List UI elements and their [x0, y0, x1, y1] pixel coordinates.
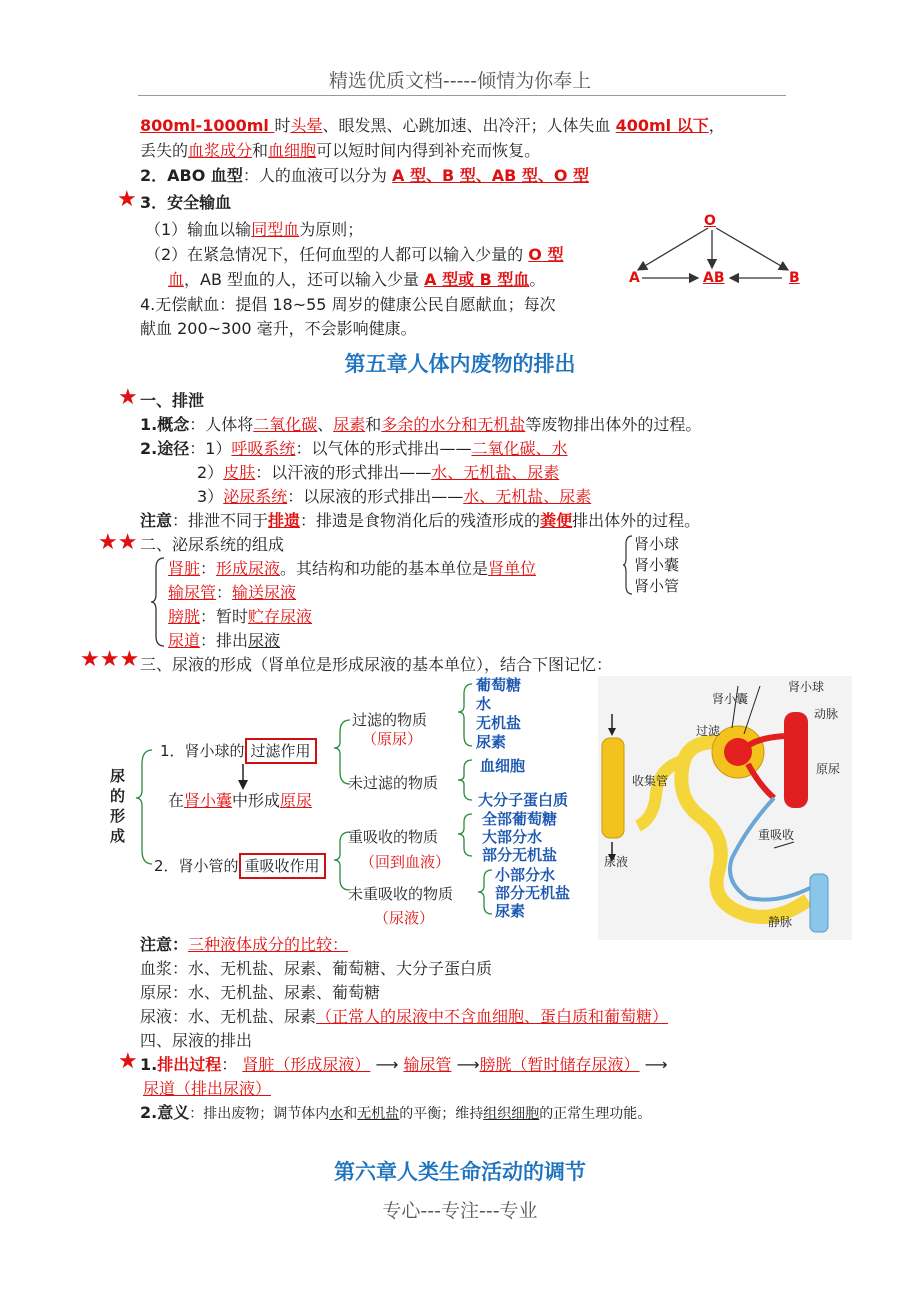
- fig-label-vein: 静脉: [768, 915, 793, 929]
- comparison-title: 注意：三种液体成分的比较：: [140, 935, 349, 954]
- step1: 1．肾小球的 过滤作用: [160, 740, 317, 761]
- process-line: 1.排出过程： 肾脏（形成尿液） ⟶ 输尿管 ⟶膀胱（暂时储存尿液） ⟶: [140, 1055, 668, 1074]
- fig-label-filter: 过滤: [696, 724, 721, 738]
- not-filtered-item-1: 血细胞: [480, 757, 526, 775]
- abo-line: 2．ABO 血型：人的血液可以分为 A 型、B 型、AB 型、O 型: [140, 166, 590, 185]
- meaning-line: 2.意义：排出废物；调节体内水和无机盐的平衡；维持组织细胞的正常生理功能。: [140, 1103, 652, 1122]
- star-icon: ★★: [98, 530, 138, 555]
- route-1: 2.途径：1）呼吸系统：以气体的形式排出——二氧化碳、水: [140, 439, 568, 458]
- note-line: 注意：排泄不同于排遗：排遗是食物消化后的残渣形成的粪便排出体外的过程。: [140, 511, 701, 530]
- reabsorbed-label: 重吸收的物质: [348, 828, 439, 846]
- fig-label-artery: 动脉: [814, 707, 839, 721]
- urine-discharge-heading: 四、尿液的排出: [140, 1031, 253, 1050]
- star-icon: ★★★: [80, 647, 140, 672]
- safe-transfusion-title: 3．安全输血: [140, 193, 232, 212]
- safe-2b: 血，AB 型血的人，还可以输入少量 A 型或 B 型血。: [168, 270, 546, 289]
- fig-label-urine: 尿液: [604, 855, 629, 869]
- capsule-line: 在肾小囊中形成原尿: [168, 791, 313, 810]
- urine-line: 尿液：水、无机盐、尿素（正常人的尿液中不含血细胞、蛋白质和葡萄糖）: [140, 1007, 669, 1026]
- filtered-label: 过滤的物质: [352, 711, 428, 729]
- blood-line-2: 丢失的血浆成分和血细胞可以短时间内得到补充而恢复。: [140, 141, 541, 160]
- blood-line-1: 800ml-1000ml 时头晕、眼发黑、心跳加速、出冷汗；人体失血 400ml 以下，: [140, 116, 725, 135]
- nephron-brace-icon: [622, 534, 634, 596]
- reabsorbed-list: 全部葡萄糖 大部分水 部分无机盐: [482, 810, 558, 864]
- ureter-line: 输尿管：输送尿液: [168, 583, 297, 602]
- fig-label-glomerulus: 肾小球: [788, 680, 825, 694]
- not-reabsorbed-label: 未重吸收的物质: [348, 885, 454, 903]
- concept-line: 1.概念：人体将二氧化碳、尿素和多余的水分和无机盐等废物排出体外的过程。: [140, 415, 702, 434]
- kidney-line: 肾脏：形成尿液。其结构和功能的基本单位是肾单位: [168, 559, 537, 578]
- not-reabsorbed-list: 小部分水 部分无机盐 尿素: [495, 866, 571, 920]
- not-filtered-label: 未过滤的物质: [348, 774, 439, 792]
- star-icon: ★: [118, 1049, 138, 1074]
- diagram-b: B: [789, 270, 800, 286]
- urethra-line: 尿道：排出尿液: [168, 631, 281, 650]
- route-3: 3）泌尿系统：以尿液的形式排出——水、无机盐、尿素: [197, 487, 592, 506]
- filtered-list: 葡萄糖 水 无机盐 尿素: [476, 676, 522, 751]
- donate-2: 献血 200~300 毫升，不会影响健康。: [140, 319, 417, 338]
- process-line-2: 尿道（排出尿液）: [143, 1079, 272, 1098]
- fig-label-primary-urine: 原尿: [816, 762, 841, 776]
- fig-label-collecting-duct: 收集管: [632, 774, 669, 788]
- diagram-a: A: [629, 270, 640, 286]
- donate-1: 4.无偿献血：提倡 18~55 周岁的健康公民自愿献血；每次: [140, 295, 556, 314]
- safe-1: （1）输血以输同型血为原则；: [145, 220, 364, 239]
- nephron-parts: 肾小球 肾小囊 肾小管: [634, 535, 680, 595]
- diagram-ab: AB: [703, 270, 725, 286]
- not-filtered-item-2: 大分子蛋白质: [478, 791, 569, 809]
- step2: 2．肾小管的 重吸收作用: [154, 855, 326, 876]
- chapter5-title: 第五章人体内废物的排出: [344, 352, 576, 376]
- page-header: 精选优质文档-----倾情为你奉上: [328, 70, 592, 92]
- bladder-line: 膀胱：暂时贮存尿液: [168, 607, 313, 626]
- fig-label-reabsorption: 重吸收: [758, 828, 795, 842]
- fig-label-capsule: 肾小囊: [712, 692, 749, 706]
- safe-2a: （2）在紧急情况下，任何血型的人都可以输入少量的 O 型: [145, 245, 564, 264]
- star-icon: ★: [118, 385, 138, 410]
- route-2: 2）皮肤：以汗液的形式排出——水、无机盐、尿素: [197, 463, 560, 482]
- page-footer: 专心---专注---专业: [382, 1200, 538, 1222]
- urinary-heading: 二、泌尿系统的组成: [140, 535, 285, 554]
- back-to-blood-label: （回到血液）: [360, 853, 451, 871]
- urine-label: （尿液）: [374, 909, 435, 927]
- header-rule: [138, 95, 786, 96]
- brace-icon: [150, 556, 166, 648]
- formation-heading: 三、尿液的形成（肾单位是形成尿液的基本单位），结合下图记忆：: [140, 655, 613, 674]
- plasma-line: 血浆：水、无机盐、尿素、葡萄糖、大分子蛋白质: [140, 959, 493, 978]
- formation-side-label: 尿 的 形 成: [110, 767, 126, 845]
- diagram-o: O: [704, 213, 716, 229]
- primary-urine-label: （原尿）: [362, 730, 423, 748]
- primary-urine-line: 原尿：水、无机盐、尿素、葡萄糖: [140, 983, 381, 1002]
- star-icon: ★: [117, 187, 137, 212]
- chapter6-title: 第六章人类生命活动的调节: [334, 1160, 586, 1184]
- excretion-heading: 一、排泄: [140, 391, 205, 410]
